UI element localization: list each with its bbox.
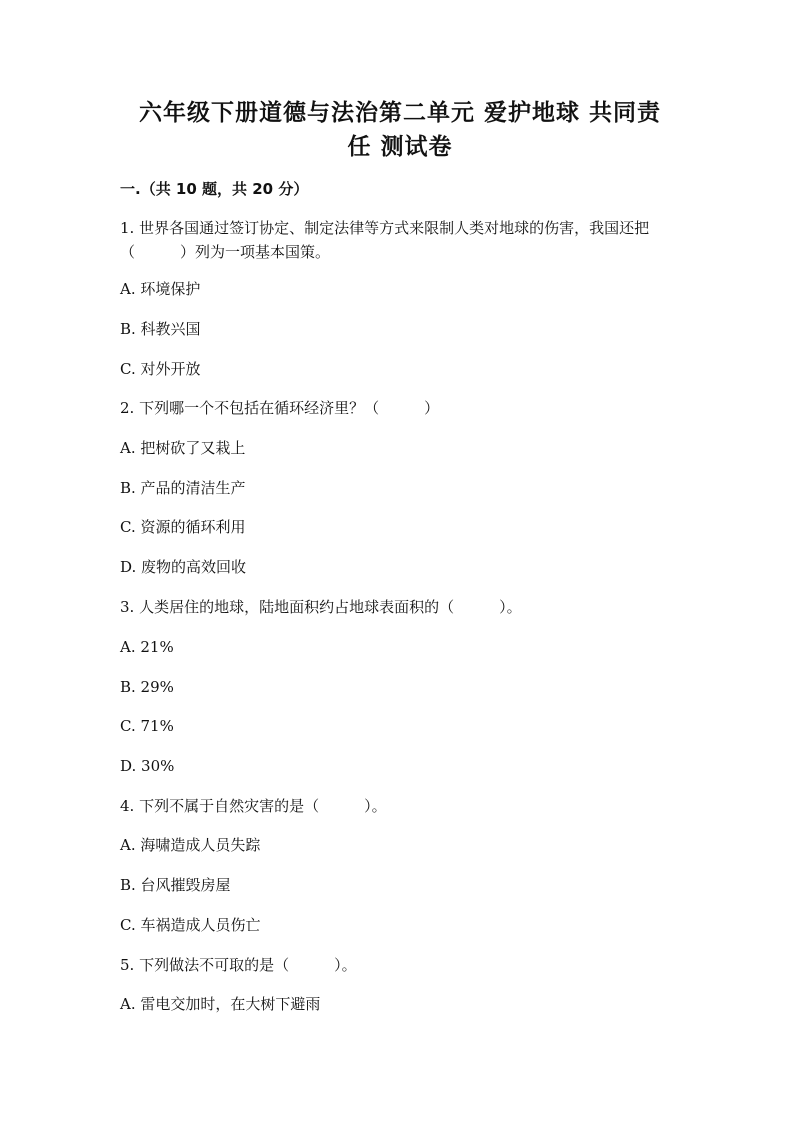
question-3-option-b: B. 29% bbox=[120, 678, 174, 696]
title-line-1: 六年级下册道德与法治第二单元 爱护地球 共同责 bbox=[138, 100, 661, 126]
question-5-option-a: A. 雷电交加时，在大树下避雨 bbox=[120, 995, 321, 1013]
question-5-stem: 5. 下列做法不可取的是（ ）。 bbox=[120, 956, 357, 974]
section-heading: 一.（共 10 题，共 20 分） bbox=[120, 180, 309, 198]
question-1-option-a: A. 环境保护 bbox=[120, 280, 201, 298]
question-3-option-c: C. 71% bbox=[120, 717, 174, 735]
question-2-option-a: A. 把树砍了又栽上 bbox=[120, 439, 246, 457]
question-3-stem: 3. 人类居住的地球，陆地面积约占地球表面积的（ ）。 bbox=[120, 598, 522, 616]
page-title bbox=[118, 96, 682, 164]
title-line-2: 任 测试卷 bbox=[347, 134, 453, 160]
question-4-option-b: B. 台风摧毁房屋 bbox=[120, 876, 231, 894]
question-2-option-b: B. 产品的清洁生产 bbox=[120, 479, 246, 497]
question-4-option-c: C. 车祸造成人员伤亡 bbox=[120, 916, 261, 934]
question-2-stem: 2. 下列哪一个不包括在循环经济里？（ ） bbox=[120, 399, 440, 417]
question-1-stem: 1. 世界各国通过签订协定、制定法律等方式来限制人类对地球的伤害，我国还把（ ）列为一项基本国策。 bbox=[120, 219, 650, 261]
question-4-option-a: A. 海啸造成人员失踪 bbox=[120, 836, 261, 854]
question-4-stem: 4. 下列不属于自然灾害的是（ ）。 bbox=[120, 797, 387, 815]
question-2-option-d: D. 废物的高效回收 bbox=[120, 558, 247, 576]
question-1-option-c: C. 对外开放 bbox=[120, 360, 201, 378]
question-3-option-a: A. 21% bbox=[120, 638, 174, 656]
question-3-option-d: D. 30% bbox=[120, 757, 175, 775]
question-1-option-b: B. 科教兴国 bbox=[120, 320, 201, 338]
question-2-option-c: C. 资源的循环利用 bbox=[120, 518, 246, 536]
